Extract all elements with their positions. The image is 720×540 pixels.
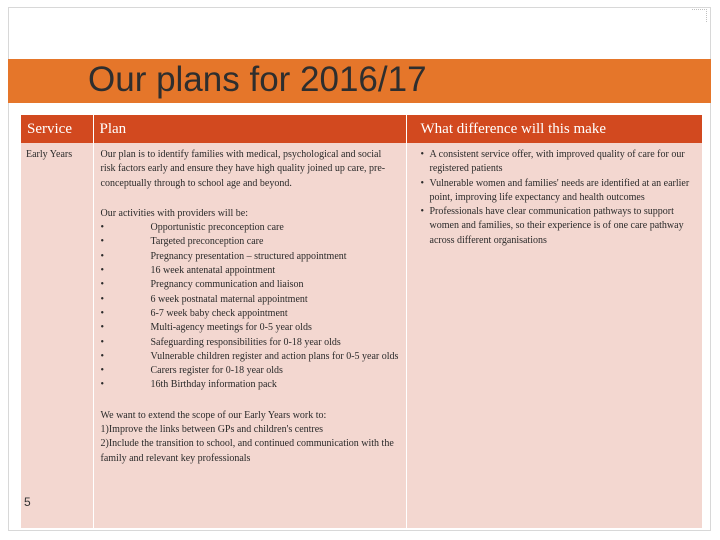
header-plan: Plan xyxy=(93,115,406,143)
activities-lead: Our activities with providers will be: xyxy=(100,207,248,219)
list-item: • 16th Birthday information pack xyxy=(100,379,277,391)
page-title: Our plans for 2016/17 xyxy=(88,60,427,99)
table-row xyxy=(21,143,702,528)
list-item: • Pregnancy presentation – structured appointment xyxy=(100,250,347,262)
extend-item-1: 1)Improve the links between GPs and children's centres xyxy=(100,424,324,436)
plans-table xyxy=(21,115,702,528)
service-cell xyxy=(21,143,93,528)
list-item: • Vulnerable women and families' needs are identified at an earlier point, improving life expectancy and health outcomes xyxy=(420,177,690,203)
list-item: • A consistent service offer, with improved quality of care for our registered patients xyxy=(420,149,685,175)
list-item: • Multi-agency meetings for 0-5 year olds xyxy=(100,322,312,334)
service-name: Early Years xyxy=(26,149,73,160)
list-item: • Professionals have clear communication pathways to support women and families, so their experience is of one care pathway across different organisations xyxy=(420,206,684,246)
page-number: 5 xyxy=(24,495,31,509)
table-header-row xyxy=(21,115,702,143)
impact-list xyxy=(421,148,696,248)
list-item: • Opportunistic preconception care xyxy=(100,222,284,234)
plan-intro: Our plan is to identify families with medical, psychological and social risk factors early and ensure they have high quality joined up care, pre-conceptually through to school age and beyond. xyxy=(100,149,386,189)
list-item: • Vulnerable children register and action plans for 0-5 year olds xyxy=(100,350,399,362)
difference-cell xyxy=(406,143,702,528)
list-item: • 6 week postnatal maternal appointment xyxy=(100,293,308,305)
header-service: Service xyxy=(21,115,93,143)
corner-mark xyxy=(692,9,707,22)
title-bar xyxy=(8,59,711,103)
header-difference: What difference will this make xyxy=(406,115,702,143)
list-item: • Targeted preconception care xyxy=(100,236,264,248)
extend-item-2: 2)Include the transition to school, and continued communication with the family and relevant key professionals xyxy=(100,438,394,464)
extend-lead: We want to extend the scope of our Early Years work to: xyxy=(100,409,327,421)
list-item: • Safeguarding responsibilities for 0-18 year olds xyxy=(100,336,341,348)
list-item: • 6-7 week baby check appointment xyxy=(100,307,288,319)
list-item: • 16 week antenatal appointment xyxy=(100,265,276,277)
plan-cell xyxy=(93,143,406,528)
list-item: • Pregnancy communication and liaison xyxy=(100,279,304,291)
list-item: • Carers register for 0-18 year olds xyxy=(100,365,283,377)
activities-list xyxy=(101,221,399,393)
